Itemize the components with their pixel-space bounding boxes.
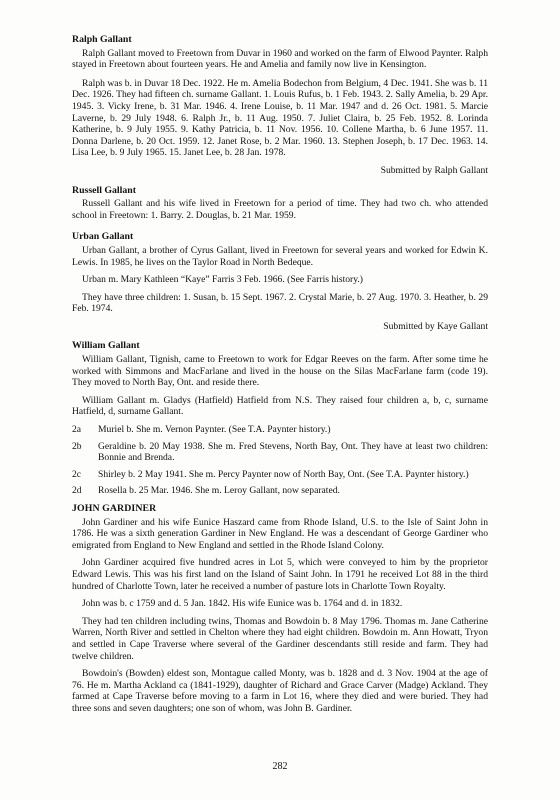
section-ralph-gallant [72, 34, 488, 177]
paragraph: William Gallant m. Gladys (Hatfield) Hatfield from N.S. They raised four children a, b, c, surname Hatfield, d, surname Gallant. [72, 394, 488, 418]
list-item [72, 441, 488, 464]
section-heading: JOHN GARDINER [72, 503, 157, 514]
list-item-text: Rosella b. 25 Mar. 1946. She m. Leroy Gallant, now separated. [98, 485, 340, 497]
paragraph: They had ten children including twins, Thomas and Bowdoin b. 8 May 1796. Thomas m. Jane Catherine Warren, North River and settled in Chelton where they had eight children. Bowdoin m. Ann Howatt, Tryon and settled in Cape Traverse where several of the Gardiner descendants still reside and farm. They had twelve children. [72, 615, 488, 662]
list-item-code: 2b [72, 440, 82, 452]
children-list [72, 424, 488, 497]
submitted-by: Submitted by Kaye Gallant [383, 320, 488, 332]
list-item-code: 2d [72, 485, 82, 497]
section-russell-gallant [72, 185, 488, 222]
paragraph: They have three children: 1. Susan, b. 15 Sept. 1967. 2. Crystal Marie, b. 27 Aug. 1970. 3. Heather, b. 29 Feb. 1974. [72, 291, 488, 315]
section-heading: Russell Gallant [72, 184, 136, 196]
paragraph: Ralph was b. in Duvar 18 Dec. 1922. He m. Amelia Bodechon from Belgium, 4 Dec. 1941. She was b. 11 Dec. 1926. They had fifteen ch. surname Gallant. 1. Louis Rufus, b. 1 Feb. 1943. 2. Sally Amelia, b. 29 Apr. 1945. 3. Vicky Irene, b. 31 Mar. 1946. 4. Irene Louise, b. 11 Mar. 1947 and d. 26 Oct. 1981. 5. Marcie Laverne, b. 29 July 1948. 6. Ralph Jr., b. 11 Aug. 1950. 7. Juliet Claira, b. 25 Feb. 1952. 8. Lorinda Katherine, b. 9 July 1955. 9. Kathy Patricia, b. 11 Nov. 1956. 10. Collene Martha, b. 6 June 1957. 11. Donna Darlene, b. 20 Oct. 1959. 12. Janet Rose, b. 2 Mar. 1960. 13. Stephen Joseph, b. 17 Dec. 1963. 14. Lisa Lee, b. 9 July 1965. 15. Janet Lee, b. 28 Jan. 1978. [72, 77, 488, 159]
paragraph: Ralph Gallant moved to Freetown from Duvar in 1960 and worked on the farm of Elwood Paynter. Ralph stayed in Freetown about fourteen years. He and Amelia and family now live in Kensington. [72, 47, 488, 71]
section-urban-gallant [72, 231, 488, 332]
list-item [72, 424, 488, 436]
list-item [72, 485, 488, 497]
paragraph: Bowdoin's (Bowden) eldest son, Montague called Monty, was b. 1828 and d. 3 Nov. 1904 at the age of 76. He m. Martha Ackland ca (1841-1929), daughter of Richard and Grace Carver (Madge) Ackland. They farmed at Cape Traverse before moving to a farm in Lot 16, where they died and were buried. They had three sons and seven daughters; one son of whom, was John B. Gardiner. [72, 668, 488, 714]
paragraph: Urban m. Mary Kathleen “Kaye” Farris 3 Feb. 1966. (See Farris history.) [82, 274, 363, 286]
list-item-text: Shirley b. 2 May 1941. She m. Percy Paynter now of North Bay, Ont. (See T.A. Paynter history.) [98, 468, 469, 480]
page-number: 282 [272, 761, 288, 772]
list-item [72, 469, 488, 481]
paragraph: William Gallant, Tignish, came to Freetown to work for Edgar Reeves on the farm. After some time he worked with Simmons and MacFarlane and lived in the house on the Silas MacFarlane farm (code 19). They moved to North Bay, Ont. and reside there. [72, 354, 488, 389]
paragraph: John Gardiner and his wife Eunice Haszard came from Rhode Island, U.S. to the Isle of Saint John in 1786. He was a sixth generation Gardiner in New England. He was a descendant of George Gardiner who emigrated from England to New England and settled in the Rhode Island Colony. [72, 516, 488, 551]
paragraph: Russell Gallant and his wife lived in Freetown for a period of time. They had two ch. who attended school in Freetown: 1. Barry. 2. Douglas, b. 21 Mar. 1959. [72, 198, 488, 221]
section-william-gallant [72, 340, 488, 497]
section-heading: Urban Gallant [72, 231, 134, 243]
section-john-gardiner [72, 503, 488, 715]
list-item-code: 2c [72, 468, 82, 480]
submitted-by: Submitted by Ralph Gallant [380, 164, 488, 176]
paragraph: John Gardiner acquired five hundred acres in Lot 5, which were conveyed to him by the proprietor Edward Lewis. This was his first land on the Island of Saint John. In 1791 he received Lot 88 in the third hundred of Charlotte Town, later he received a number of pasture lots in Charlotte Town Royalty. [72, 557, 488, 592]
section-heading: William Gallant [72, 340, 140, 352]
paragraph: John was b. c 1759 and d. 5 Jan. 1842. His wife Eunice was b. 1764 and d. in 1832. [82, 598, 403, 610]
list-item-text: Geraldine b. 20 May 1938. She m. Fred Stevens, North Bay, Ont. They have at least two children: Bonnie and Brenda. [98, 440, 488, 464]
list-item-text: Muriel b. She m. Vernon Paynter. (See T.A. Paynter history.) [98, 424, 331, 436]
paragraph: Urban Gallant, a brother of Cyrus Gallant, lived in Freetown for several years and worked for Edwin K. Lewis. In 1985, he lives on the Taylor Road in North Bedeque. [72, 244, 488, 268]
list-item-code: 2a [72, 424, 82, 436]
section-heading: Ralph Gallant [72, 34, 132, 45]
